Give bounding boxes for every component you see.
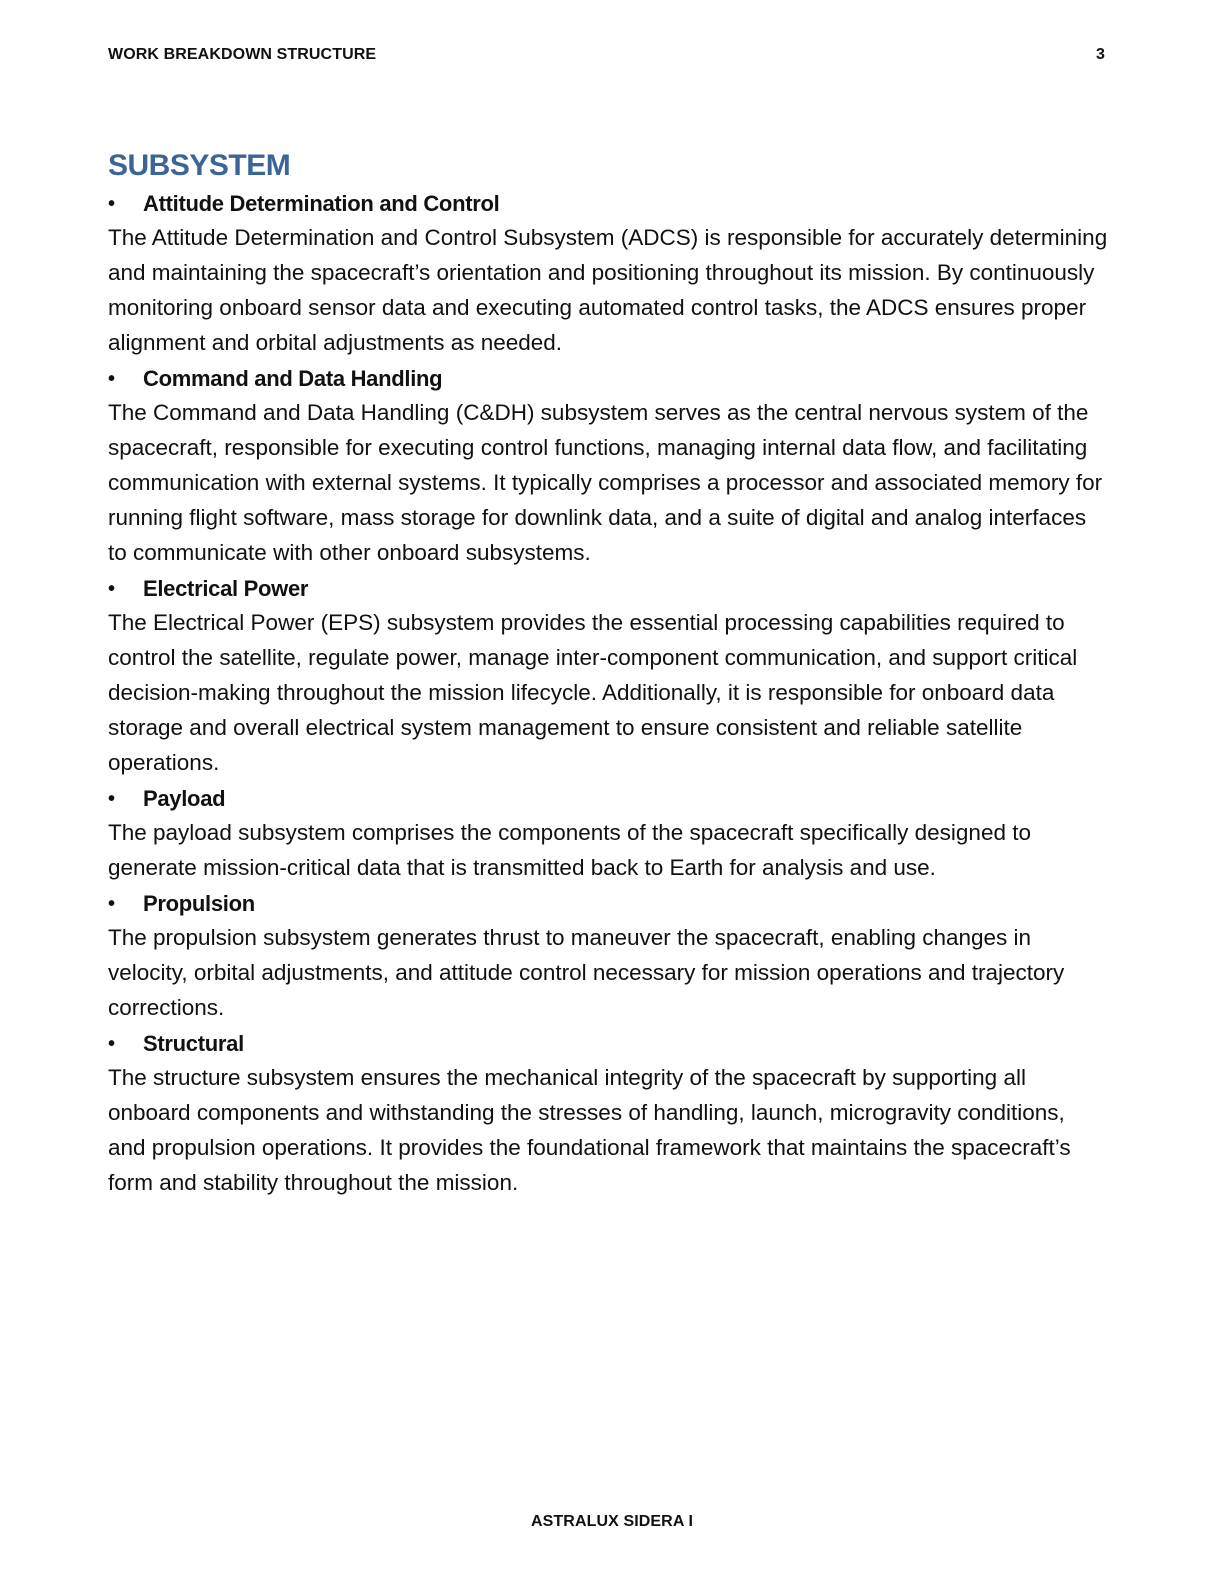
subsystem-entry-payload xyxy=(108,786,1108,885)
entry-body: The Electrical Power (EPS) subsystem provides the essential processing capabilities required to control the satellite, regulate power, manage inter-component communication, and support critical decision-making throughout the mission lifecycle. Additionally, it is responsible for onboard data storage and overall electrical system management to ensure consistent and reliable satellite operations. xyxy=(108,610,1078,775)
subsystem-entry-structural xyxy=(108,1031,1108,1200)
bullet-icon: • xyxy=(108,787,115,810)
section-title: SUBSYSTEM xyxy=(108,149,291,182)
entry-body: The structure subsystem ensures the mechanical integrity of the spacecraft by supporting all onboard components and withstanding the stresses of handling, launch, microgravity conditions, and propulsion operations. It provides the foundational framework that maintains the spacecraft’s form and stability throughout the mission. xyxy=(108,1065,1071,1195)
subsystem-entry-eps xyxy=(108,576,1108,780)
entry-heading xyxy=(108,786,1108,812)
subsystem-entry-propulsion xyxy=(108,891,1108,1025)
entry-heading-text: Structural xyxy=(143,1031,244,1056)
entry-body: The propulsion subsystem generates thrust to maneuver the spacecraft, enabling changes in velocity, orbital adjustments, and attitude control necessary for mission operations and trajectory corrections. xyxy=(108,925,1065,1020)
main-content xyxy=(108,147,1108,1206)
subsystem-entry-adcs xyxy=(108,191,1108,360)
entry-heading xyxy=(108,366,1108,392)
entry-heading xyxy=(108,191,1108,217)
bullet-icon: • xyxy=(108,1032,115,1055)
bullet-icon: • xyxy=(108,892,115,915)
running-footer: ASTRALUX SIDERA I xyxy=(530,1513,693,1530)
subsystem-entry-cdh xyxy=(108,366,1108,570)
bullet-icon: • xyxy=(108,577,115,600)
entry-heading-text: Command and Data Handling xyxy=(143,366,443,391)
entry-heading xyxy=(108,576,1108,602)
entry-body: The Command and Data Handling (C&DH) subsystem serves as the central nervous system of the spacecraft, responsible for executing control functions, managing internal data flow, and facilitating communication with external systems. It typically comprises a processor and associated memory for running flight software, mass storage for downlink data, and a suite of digital and analog interfaces to communicate with other onboard subsystems. xyxy=(108,400,1103,565)
entry-heading xyxy=(108,1031,1108,1057)
document-title: WORK BREAKDOWN STRUCTURE xyxy=(108,46,377,63)
entry-heading-text: Payload xyxy=(143,786,226,811)
page-number: 3 xyxy=(1096,46,1105,63)
entry-heading xyxy=(108,891,1108,917)
entry-body: The payload subsystem comprises the components of the spacecraft specifically designed to generate mission-critical data that is transmitted back to Earth for analysis and use. xyxy=(108,820,1031,880)
running-header xyxy=(108,46,1105,64)
entry-body: The Attitude Determination and Control Subsystem (ADCS) is responsible for accurately determining and maintaining the spacecraft’s orientation and positioning throughout its mission. By continuously monitoring onboard sensor data and executing automated control tasks, the ADCS ensures proper alignment and orbital adjustments as needed. xyxy=(108,225,1108,355)
bullet-icon: • xyxy=(108,367,115,390)
entry-heading-text: Electrical Power xyxy=(143,576,309,601)
entry-heading-text: Propulsion xyxy=(143,891,255,916)
entry-heading-text: Attitude Determination and Control xyxy=(143,191,500,216)
bullet-icon: • xyxy=(108,192,115,215)
